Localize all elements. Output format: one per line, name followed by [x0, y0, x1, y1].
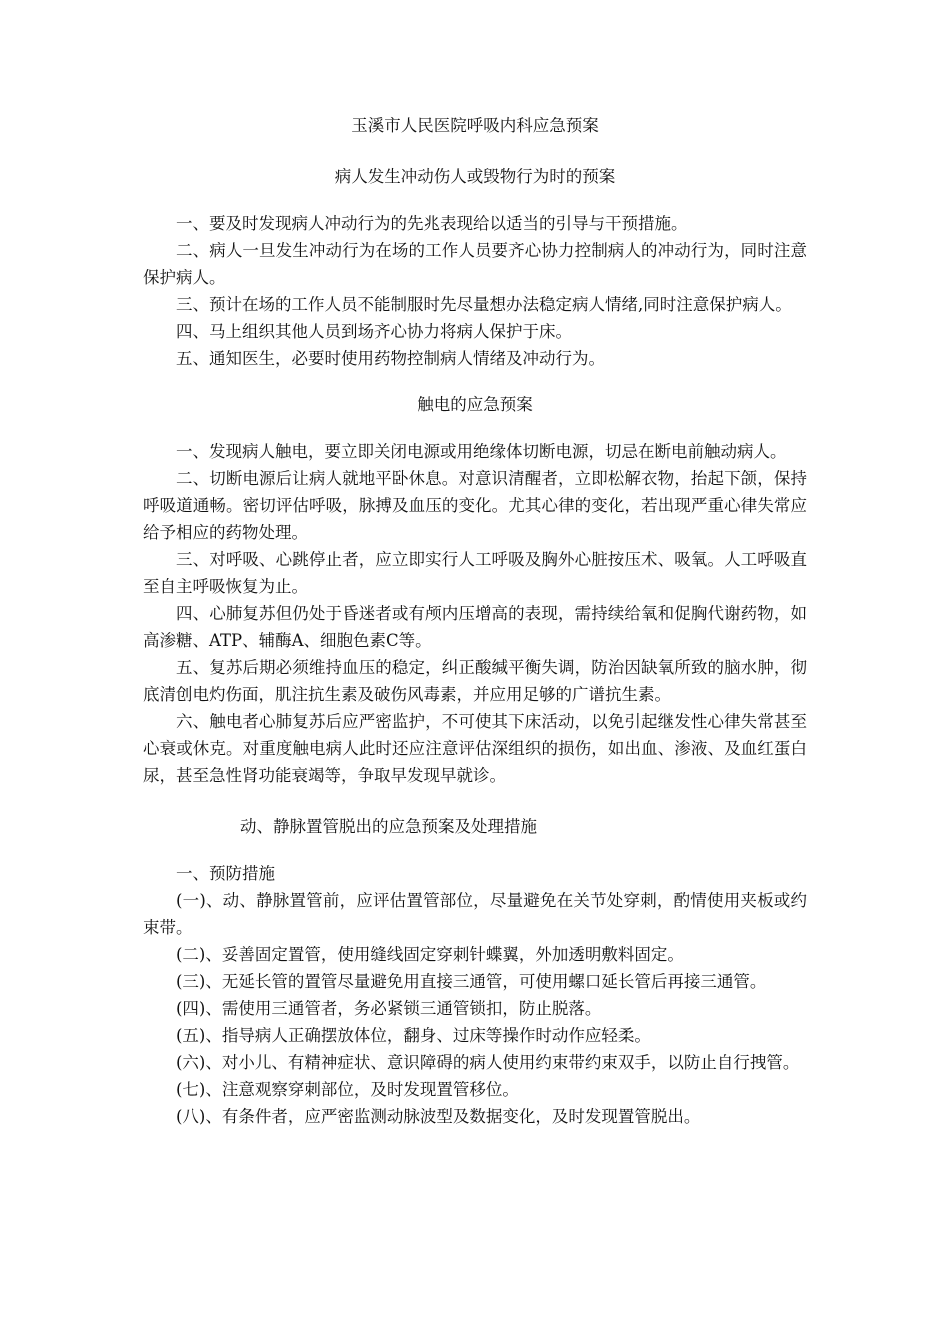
document-title: 玉溪市人民医院呼吸内科应急预案 — [351, 116, 599, 135]
paragraph: 五、通知医生，必要时使用药物控制病人情绪及冲动行为。 — [176, 349, 605, 368]
paragraph: 四、心肺复苏但仍处于昏迷者或有颅内压增高的表现，需持续给氧和促胸代谢药物，如高渗糖、ATP、辅酶A、细胞色素C等。 — [143, 604, 807, 650]
paragraph: 一、要及时发现病人冲动行为的先兆表现给以适当的引导与干预措施。 — [176, 214, 688, 233]
section-electric-shock — [143, 391, 807, 789]
section-heading: 动、静脉置管脱出的应急预案及处理措施 — [240, 817, 537, 836]
document-body — [143, 112, 807, 1130]
section-impulsive-behavior — [143, 163, 807, 372]
paragraph: (四)、需使用三通管者，务必紧锁三通管锁扣，防止脱落。 — [176, 999, 602, 1018]
paragraph: (二)、妥善固定置管，使用缝线固定穿刺针蝶翼，外加透明敷料固定。 — [176, 945, 684, 964]
section-heading: 病人发生冲动伤人或毁物行为时的预案 — [334, 167, 616, 186]
paragraph: (一)、动、静脉置管前，应评估置管部位，尽量避免在关节处穿刺，酌情使用夹板或约束带。 — [143, 891, 807, 937]
paragraph: 一、发现病人触电，要立即关闭电源或用绝缘体切断电源，切忌在断电前触动病人。 — [176, 442, 787, 461]
paragraph: (七)、注意观察穿刺部位，及时发现置管移位。 — [176, 1080, 519, 1099]
paragraph: 五、复苏后期必须维持血压的稳定，纠正酸缄平衡失调，防治因缺氧所致的脑水肿，彻底清创电灼伤面，肌注抗生素及破伤风毒素，并应用足够的广谱抗生素。 — [143, 658, 807, 704]
paragraph: 二、切断电源后让病人就地平卧休息。对意识清醒者，立即松解衣物，抬起下颌，保持呼吸道通畅。密切评估呼吸，脉搏及血压的变化。尤其心律的变化，若出现严重心律失常应给予相应的药物处理。 — [143, 469, 807, 542]
paragraph: 六、触电者心肺复苏后应严密监护，不可使其下床活动，以免引起继发性心律失常甚至心衰或休克。对重度触电病人此时还应注意评估深组织的损伤，如出血、渗液、及血红蛋白尿，甚至急性肾功能衰竭等，争取早发现早就诊。 — [143, 712, 807, 785]
paragraph: (五)、指导病人正确摆放体位，翻身、过床等操作时动作应轻柔。 — [176, 1026, 651, 1045]
paragraph: 四、马上组织其他人员到场齐心协力将病人保护于床。 — [176, 322, 572, 341]
section-catheter-dislodgement — [143, 813, 807, 1130]
paragraph: (八)、有条件者，应严密监测动脉波型及数据变化，及时发现置管脱出。 — [176, 1107, 701, 1126]
paragraph: 三、预计在场的工作人员不能制服时先尽量想办法稳定病人情绪,同时注意保护病人。 — [176, 295, 792, 314]
paragraph: 三、对呼吸、心跳停止者，应立即实行人工呼吸及胸外心脏按压术、吸氧。人工呼吸直至自主呼吸恢复为止。 — [143, 550, 807, 596]
paragraph: 一、预防措施 — [176, 864, 275, 883]
paragraph: (三)、无延长管的置管尽量避免用直接三通管，可使用螺口延长管后再接三通管。 — [176, 972, 767, 991]
paragraph: (六)、对小儿、有精神症状、意识障碍的病人使用约束带约束双手，以防止自行拽管。 — [176, 1053, 800, 1072]
section-heading: 触电的应急预案 — [417, 395, 533, 414]
paragraph: 二、病人一旦发生冲动行为在场的工作人员要齐心协力控制病人的冲动行为，同时注意保护病人。 — [143, 241, 807, 287]
